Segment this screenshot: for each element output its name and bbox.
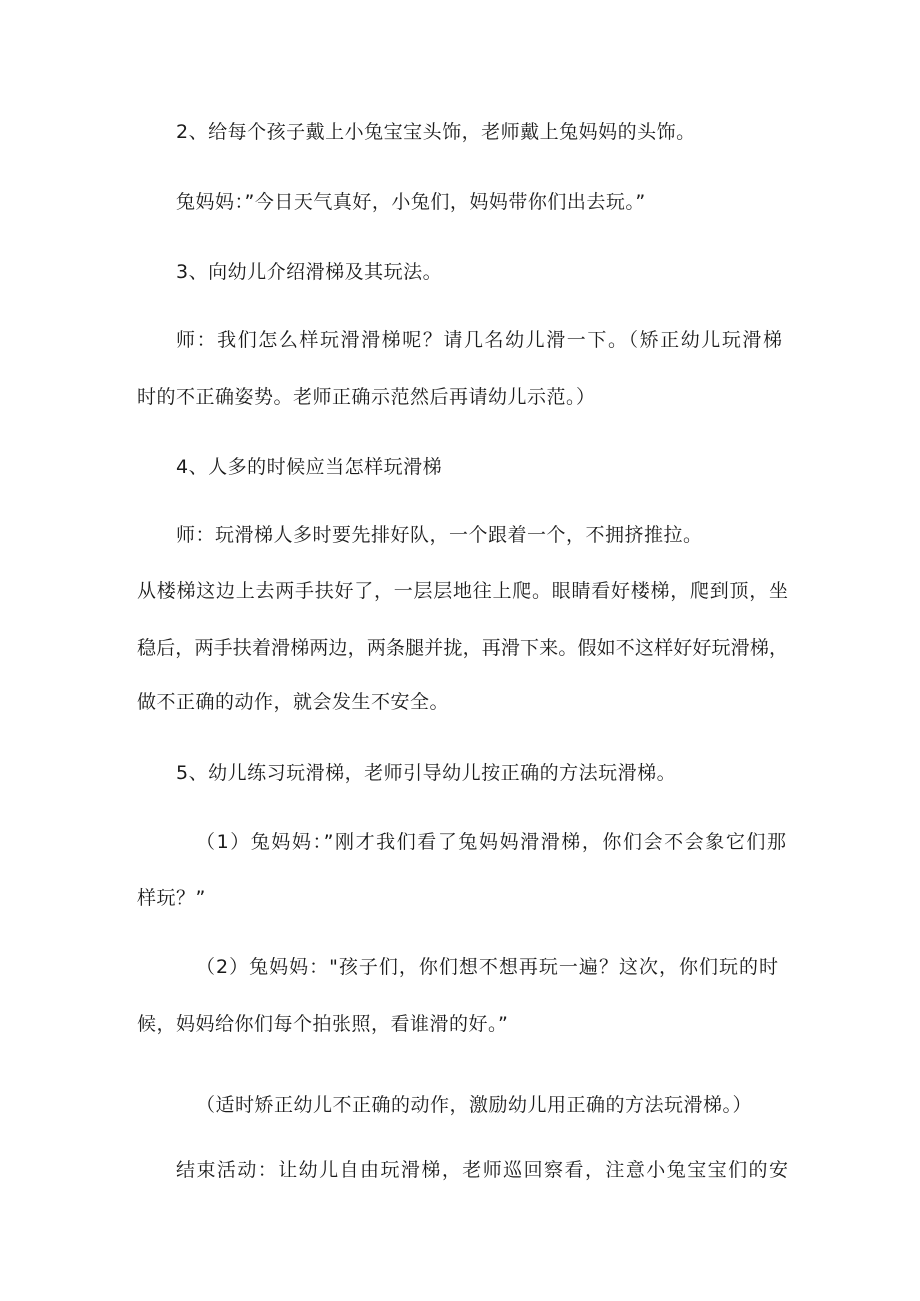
substep-1-line-2: 样玩？” — [137, 887, 206, 909]
teacher-queue-instruction: 师：玩滑梯人多时要先排好队，一个跟着一个，不拥挤推拉。 — [176, 524, 703, 546]
step-4-heading: 4、人多的时候应当怎样玩滑梯 — [176, 456, 443, 478]
closing-activity: 结束活动：让幼儿自由玩滑梯，老师巡回察看，注意小兔宝宝们的安 — [176, 1159, 788, 1181]
slide-method-line-1: 从楼梯这边上去两手扶好了，一层层地往上爬。眼睛看好楼梯，爬到顶，坐 — [137, 580, 788, 602]
step-3-heading: 3、向幼儿介绍滑梯及其玩法。 — [176, 261, 443, 283]
slide-method-line-3: 做不正确的动作，就会发生不安全。 — [137, 691, 450, 713]
correction-note: （适时矫正幼儿不正确的动作，激励幼儿用正确的方法玩滑梯。） — [196, 1094, 753, 1116]
substep-1-line-1: （1）兔妈妈：”刚才我们看了兔妈妈滑滑梯，你们会不会象它们那 — [196, 831, 786, 853]
step-5-heading: 5、幼儿练习玩滑梯，老师引导幼儿按正确的方法玩滑梯。 — [176, 762, 677, 784]
rabbit-mother-greeting: 兔妈妈：”今日天气真好，小兔们，妈妈带你们出去玩。” — [176, 191, 646, 213]
substep-2-line-1: （2）兔妈妈："孩子们，你们想不想再玩一遍？这次，你们玩的时 — [196, 956, 778, 978]
teacher-question-line-1: 师：我们怎么样玩滑滑梯呢？请几名幼儿滑一下。（矫正幼儿玩滑梯 — [176, 329, 782, 351]
substep-2-line-2: 候，妈妈给你们每个拍张照，看谁滑的好。” — [137, 1013, 509, 1035]
teacher-question-line-2: 时的不正确姿势。老师正确示范然后再请幼儿示范。） — [137, 386, 596, 408]
step-2-heading: 2、给每个孩子戴上小兔宝宝头饰，老师戴上兔妈妈的头饰。 — [176, 121, 696, 143]
slide-method-line-2: 稳后，两手扶着滑梯两边，两条腿并拢，再滑下来。假如不这样好好玩滑梯， — [137, 637, 788, 659]
